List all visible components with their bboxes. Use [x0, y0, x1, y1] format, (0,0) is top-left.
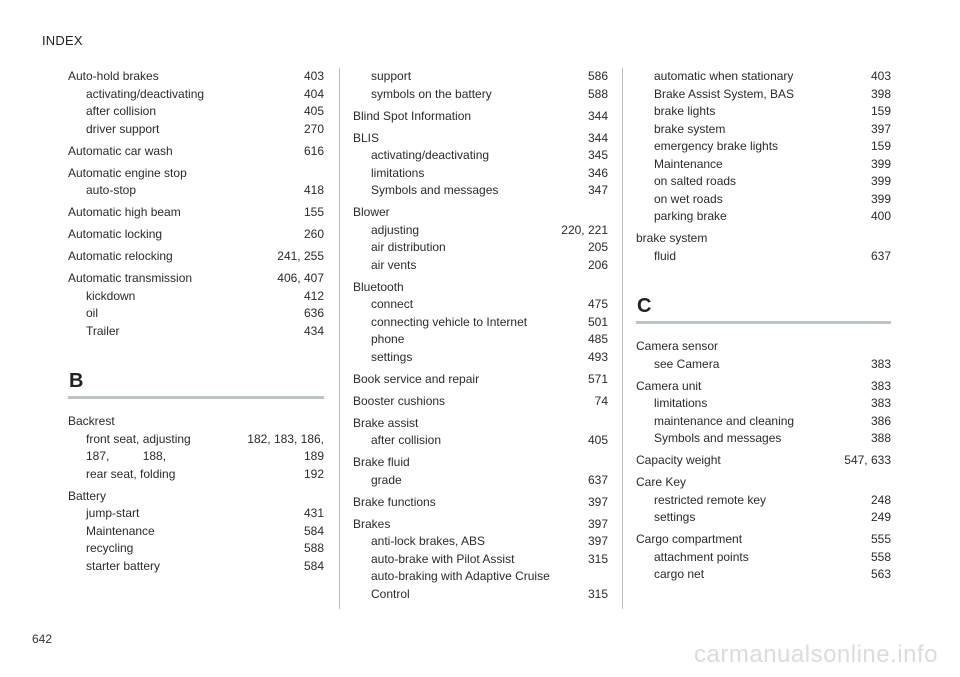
- index-page-ref: 547, 633: [844, 453, 891, 467]
- index-subentry: [353, 432, 608, 450]
- index-entry: [68, 204, 324, 222]
- index-entry: [353, 130, 608, 148]
- index-term: after collision: [86, 104, 157, 118]
- index-term: Automatic high beam: [68, 205, 181, 219]
- index-subentry: [68, 523, 324, 541]
- index-subentry: [636, 208, 891, 226]
- index-entry: [353, 279, 608, 297]
- index-subentry: [353, 86, 608, 104]
- index-entry: [353, 204, 608, 222]
- index-term: driver support: [86, 121, 160, 136]
- watermark: carmanualsonline.info: [694, 641, 938, 668]
- index-term: symbols on the battery: [371, 86, 492, 101]
- index-term: Brake assist: [353, 415, 419, 430]
- index-term: on salted roads: [654, 174, 737, 188]
- index-page-ref: 159: [870, 139, 891, 153]
- index-page-ref: 412: [303, 288, 324, 303]
- index-term: Book service and repair: [353, 371, 480, 386]
- index-column-1: [68, 68, 324, 575]
- index-term: Brakes: [353, 516, 391, 531]
- index-term: air vents: [371, 257, 417, 272]
- index-term: Bluetooth: [353, 279, 404, 294]
- index-entry: [636, 338, 891, 356]
- index-page-ref: 637: [870, 248, 891, 263]
- index-subentry: [68, 448, 324, 466]
- index-entry: [353, 516, 608, 534]
- index-term: Automatic relocking: [68, 249, 173, 263]
- index-term: auto-stop: [86, 183, 137, 197]
- index-term: Automatic engine stop: [68, 165, 187, 180]
- index-entry: [353, 371, 608, 389]
- index-entry: [353, 108, 608, 126]
- index-term: automatic when stationary: [654, 69, 794, 83]
- index-page-ref: 475: [587, 297, 608, 311]
- index-page-ref: 249: [870, 510, 891, 524]
- index-page-ref: 563: [870, 567, 891, 581]
- index-subentry: [636, 566, 891, 584]
- index-subentry: [636, 430, 891, 448]
- index-page-ref: 555: [870, 532, 891, 546]
- index-page-ref: 399: [870, 156, 891, 171]
- index-term: Automatic car wash: [68, 143, 173, 158]
- index-page-ref: 383: [870, 378, 891, 393]
- index-entry: [636, 531, 891, 549]
- index-page-ref: 206: [587, 257, 608, 272]
- index-subentry: [353, 551, 608, 569]
- index-column-3: [636, 68, 891, 584]
- index-term: Control: [371, 586, 410, 601]
- index-term: front seat, adjusting: [86, 431, 191, 446]
- index-page-ref: 397: [587, 534, 608, 548]
- index-page-ref: 345: [587, 148, 608, 162]
- index-page-ref: 399: [870, 174, 891, 188]
- index-subentry: [68, 86, 324, 104]
- index-term: Capacity weight: [636, 453, 721, 467]
- index-term: air distribution: [371, 240, 446, 254]
- index-term: Booster cushions: [353, 393, 446, 408]
- index-term: limitations: [654, 396, 708, 410]
- index-subentry: [68, 305, 324, 323]
- index-subentry: [68, 288, 324, 306]
- index-term: Symbols and messages: [371, 183, 499, 197]
- index-term: Automatic locking: [68, 227, 163, 241]
- index-page-ref: 189: [303, 449, 324, 463]
- index-page-ref: 383: [870, 396, 891, 410]
- index-page-ref: 398: [870, 86, 891, 101]
- index-subentry: [68, 182, 324, 200]
- index-term: oil: [86, 306, 99, 320]
- index-entry: [636, 230, 891, 248]
- index-page-ref: 220, 221: [561, 222, 608, 237]
- index-page-ref: 403: [303, 69, 324, 83]
- index-entry: [353, 454, 608, 472]
- section-rule: [636, 321, 891, 324]
- index-page-ref: 431: [303, 506, 324, 520]
- index-term: Brake Assist System, BAS: [654, 86, 795, 101]
- index-subentry: [353, 296, 608, 314]
- index-term: Auto-hold brakes: [68, 69, 159, 83]
- index-page-ref: 405: [587, 433, 608, 447]
- index-term: maintenance and cleaning: [654, 413, 795, 428]
- index-term: parking brake: [654, 209, 727, 223]
- index-term: on wet roads: [654, 191, 723, 206]
- index-page-ref: 388: [870, 431, 891, 445]
- index-term: after collision: [371, 433, 442, 447]
- index-term: auto-brake with Pilot Assist: [371, 551, 515, 566]
- index-term: activating/deactivating: [86, 86, 205, 101]
- index-term: Maintenance: [86, 523, 155, 538]
- index-entry: [68, 68, 324, 86]
- index-page-ref: 241, 255: [277, 249, 324, 263]
- index-page-ref: 315: [587, 586, 608, 601]
- index-page-ref: 584: [303, 558, 324, 573]
- index-page-ref: 405: [303, 104, 324, 118]
- index-term: settings: [654, 510, 696, 524]
- index-entry: [68, 143, 324, 161]
- index-page-ref: 383: [870, 356, 891, 371]
- index-page-ref: 636: [303, 306, 324, 320]
- index-term: connecting vehicle to Internet: [371, 314, 528, 329]
- index-subentry: [636, 549, 891, 567]
- column-divider: [339, 68, 340, 609]
- index-subentry: [68, 466, 324, 484]
- index-term: Care Key: [636, 475, 687, 489]
- index-term: restricted remote key: [654, 492, 767, 507]
- index-term: limitations: [371, 165, 425, 180]
- index-term: cargo net: [654, 567, 705, 581]
- index-page-ref: 404: [303, 86, 324, 101]
- index-page-ref: 344: [587, 130, 608, 145]
- index-term: anti-lock brakes, ABS: [371, 534, 486, 548]
- index-page-ref: 347: [587, 183, 608, 197]
- index-term: phone: [371, 332, 405, 346]
- index-page-ref: 397: [870, 121, 891, 136]
- index-term: recycling: [86, 541, 134, 555]
- index-page-ref: 584: [303, 523, 324, 538]
- index-subentry: [636, 68, 891, 86]
- index-subentry: [636, 138, 891, 156]
- index-subentry: [353, 222, 608, 240]
- index-term: see Camera: [654, 356, 720, 371]
- index-page-ref: 434: [303, 323, 324, 338]
- index-subentry: [636, 492, 891, 510]
- page-number: 642: [32, 632, 53, 646]
- index-subentry: [68, 558, 324, 576]
- index-subentry: [68, 121, 324, 139]
- index-subentry: [68, 540, 324, 558]
- index-page-ref: 155: [303, 205, 324, 219]
- section-letter-heading: [68, 368, 324, 399]
- index-subentry: [353, 165, 608, 183]
- section-rule: [68, 396, 324, 399]
- index-page-ref: 270: [303, 121, 324, 136]
- index-subentry: [353, 182, 608, 200]
- index-term: connect: [371, 297, 414, 311]
- index-subentry: [636, 413, 891, 431]
- index-entry: [636, 474, 891, 492]
- index-page-ref: 501: [587, 314, 608, 329]
- index-entry: [68, 248, 324, 266]
- index-page-ref: 260: [303, 227, 324, 241]
- index-term: jump-start: [86, 506, 140, 520]
- index-page-ref: 493: [587, 349, 608, 364]
- index-term: grade: [371, 472, 402, 487]
- index-page-ref: 315: [587, 551, 608, 566]
- index-entry: [353, 393, 608, 411]
- index-term: Cargo compartment: [636, 532, 743, 546]
- index-term: auto-braking with Adaptive Cruise: [371, 569, 550, 583]
- index-term: emergency brake lights: [654, 139, 779, 153]
- index-term: Battery: [68, 488, 107, 503]
- index-subentry: [353, 533, 608, 551]
- index-page-ref: 248: [870, 492, 891, 507]
- index-page-ref: 485: [587, 332, 608, 346]
- index-term: 187, 188,: [86, 449, 167, 463]
- index-subentry: [353, 331, 608, 349]
- index-page-ref: 588: [587, 86, 608, 101]
- index-page-ref: 386: [870, 413, 891, 428]
- index-term: Symbols and messages: [654, 431, 782, 445]
- index-subentry: [68, 431, 324, 449]
- index-term: adjusting: [371, 222, 420, 237]
- index-page-ref: 344: [587, 108, 608, 123]
- index-entry: [68, 488, 324, 506]
- index-term: Brake fluid: [353, 455, 410, 469]
- index-subentry: [636, 121, 891, 139]
- index-subentry: [636, 86, 891, 104]
- index-entry: [68, 226, 324, 244]
- index-term: BLIS: [353, 130, 380, 145]
- index-page-ref: 637: [587, 472, 608, 487]
- index-entry: [353, 415, 608, 433]
- index-page-ref: 397: [587, 494, 608, 509]
- index-entry: [68, 165, 324, 183]
- index-subentry: [353, 349, 608, 367]
- index-page-ref: 346: [587, 165, 608, 180]
- index-subentry: [353, 586, 608, 604]
- index-subentry: [353, 568, 608, 586]
- section-letter-heading: [636, 293, 891, 324]
- index-subentry: [353, 68, 608, 86]
- index-term: brake system: [636, 231, 708, 245]
- index-term: rear seat, folding: [86, 466, 176, 481]
- index-entry: [68, 270, 324, 288]
- index-subentry: [636, 191, 891, 209]
- index-term: Blower: [353, 205, 390, 219]
- index-subentry: [636, 356, 891, 374]
- column-divider: [622, 68, 623, 609]
- index-page-ref: 192: [303, 466, 324, 481]
- index-term: settings: [371, 349, 413, 364]
- index-term: support: [371, 69, 412, 83]
- index-page-ref: 571: [587, 371, 608, 386]
- index-page-ref: 74: [594, 393, 608, 408]
- index-term: fluid: [654, 248, 677, 263]
- index-subentry: [636, 509, 891, 527]
- index-entry: [68, 413, 324, 431]
- index-page-ref: 588: [303, 541, 324, 555]
- index-term: Brake functions: [353, 494, 436, 509]
- index-term: brake system: [654, 121, 726, 136]
- index-page-ref: 400: [870, 209, 891, 223]
- index-entry: [636, 378, 891, 396]
- index-page-ref: 397: [587, 516, 608, 531]
- page-header-title: INDEX: [42, 33, 83, 48]
- index-subentry: [636, 248, 891, 266]
- index-page-ref: 406, 407: [277, 271, 324, 285]
- index-entry: [636, 452, 891, 470]
- index-subentry: [353, 257, 608, 275]
- index-term: starter battery: [86, 558, 161, 573]
- index-page-ref: 159: [870, 104, 891, 118]
- index-subentry: [353, 147, 608, 165]
- index-page-ref: 558: [870, 549, 891, 564]
- index-term: attachment points: [654, 549, 749, 564]
- index-subentry: [68, 103, 324, 121]
- index-subentry: [68, 505, 324, 523]
- index-page-ref: 399: [870, 191, 891, 206]
- index-term: Automatic transmission: [68, 271, 193, 285]
- index-subentry: [636, 173, 891, 191]
- index-page-ref: 418: [303, 183, 324, 197]
- index-subentry: [353, 472, 608, 490]
- index-subentry: [353, 239, 608, 257]
- index-page-ref: 205: [587, 240, 608, 254]
- index-term: Blind Spot Information: [353, 108, 472, 123]
- index-term: kickdown: [86, 288, 136, 303]
- index-subentry: [68, 323, 324, 341]
- index-term: Trailer: [86, 323, 120, 338]
- index-term: Camera unit: [636, 378, 702, 393]
- section-letter: C: [637, 295, 652, 317]
- index-term: Backrest: [68, 414, 115, 428]
- index-term: Camera sensor: [636, 339, 719, 353]
- index-term: Maintenance: [654, 156, 723, 171]
- index-subentry: [636, 395, 891, 413]
- index-subentry: [636, 156, 891, 174]
- index-subentry: [353, 314, 608, 332]
- index-subentry: [636, 103, 891, 121]
- section-letter: B: [69, 370, 84, 392]
- index-page-ref: 616: [303, 143, 324, 158]
- index-term: brake lights: [654, 104, 716, 118]
- index-page-ref: 403: [870, 69, 891, 83]
- index-entry: [353, 494, 608, 512]
- index-page-ref: 182, 183, 186,: [247, 431, 324, 446]
- index-column-2: [353, 68, 608, 603]
- index-term: activating/deactivating: [371, 148, 490, 162]
- index-page-ref: 586: [587, 69, 608, 83]
